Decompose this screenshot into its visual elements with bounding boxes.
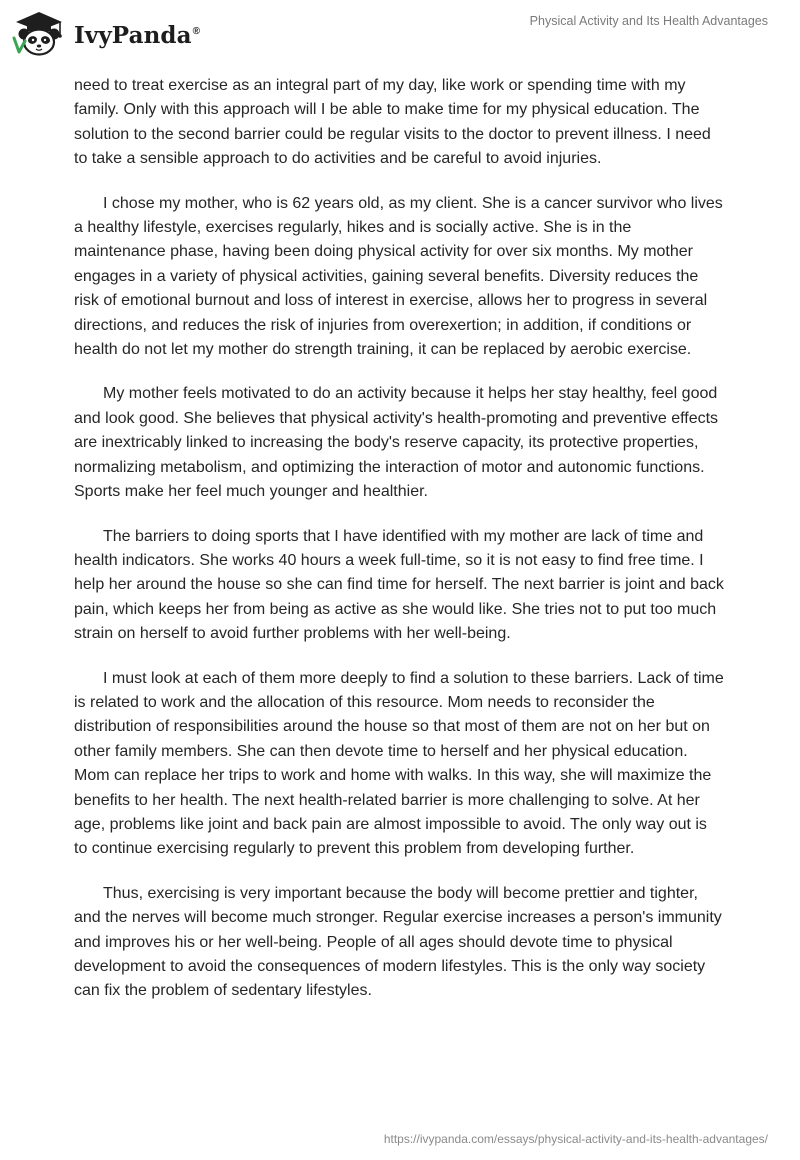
brand-name: IvyPanda® xyxy=(74,21,201,49)
paragraph: My mother feels motivated to do an activity because it helps her stay healthy, feel good and look good. She believes that physical activity's health-promoting and preventive effects are inextricably linked to increasing the body's reserve capacity, its protective properties, normalizing metabolism, and optimizing the interaction of motor and autonomic functions. Sports make her feel much younger and healthier. xyxy=(74,385,719,501)
document-title: Physical Activity and Its Health Advantages xyxy=(529,14,768,28)
panda-graduate-icon xyxy=(12,8,70,58)
source-url[interactable]: https://ivypanda.com/essays/physical-activity-and-its-health-advantages/ xyxy=(383,1132,768,1146)
paragraph: I chose my mother, who is 62 years old, as my client. She is a cancer survivor who lives a healthy lifestyle, exercises regularly, hikes and is socially active. She is in the maintenance phase, having been doing physical activity for over six months. My mother engages in a variety of physical activities, gaining several benefits. Diversity reduces the risk of emotional burnout and loss of interest in exercise, allows her to progress in several directions, and reduces the risk of injuries from overexertion; in addition, if conditions or health do not let my mother do strength training, it can be replaced by aerobic exercise. xyxy=(74,194,723,359)
page-header xyxy=(0,0,800,64)
ivypanda-logo[interactable] xyxy=(12,8,200,58)
paragraph: I must look at each of them more deeply to find a solution to these barriers. Lack of time is related to work and the allocation of this resource. Mom needs to reconsider the distribution of responsibilities around the house so that most of them are not on her but on other family members. She can then devote time to herself and her physical education. Mom can replace her trips to work and home with walks. In this way, she will maximize the benefits to her health. The next health-related barrier is more challenging to solve. At her age, problems like joint and back pain are almost impossible to avoid. The only way out is to continue exercising regularly to prevent this problem from developing further. xyxy=(74,669,724,858)
paragraph: Thus, exercising is very important because the body will become prettier and tighter, and the nerves will become much stronger. Regular exercise increases a person's immunity and improves his or her well-being. People of all ages should devote time to physical development to avoid the consequences of modern lifestyles. This is the only way society can fix the problem of sedentary lifestyles. xyxy=(74,884,722,1000)
paragraph: The barriers to doing sports that I have identified with my mother are lack of time and health indicators. She works 40 hours a week full-time, so it is not easy to find free time. I help her around the house so she can find time for herself. The next barrier is joint and back pain, which keeps her from being as active as she would like. She tries not to put too much strain on herself to avoid further problems with her well-being. xyxy=(74,527,724,643)
registered-mark: ® xyxy=(192,25,201,37)
paragraph: need to treat exercise as an integral part of my day, like work or spending time with my family. Only with this approach will I be able to make time for my physical education. The solution to the second barrier could be regular visits to the doctor to prevent illness. I need to take a sensible approach to do activities and be careful to avoid injuries. xyxy=(74,77,711,168)
essay-body xyxy=(74,74,724,1024)
